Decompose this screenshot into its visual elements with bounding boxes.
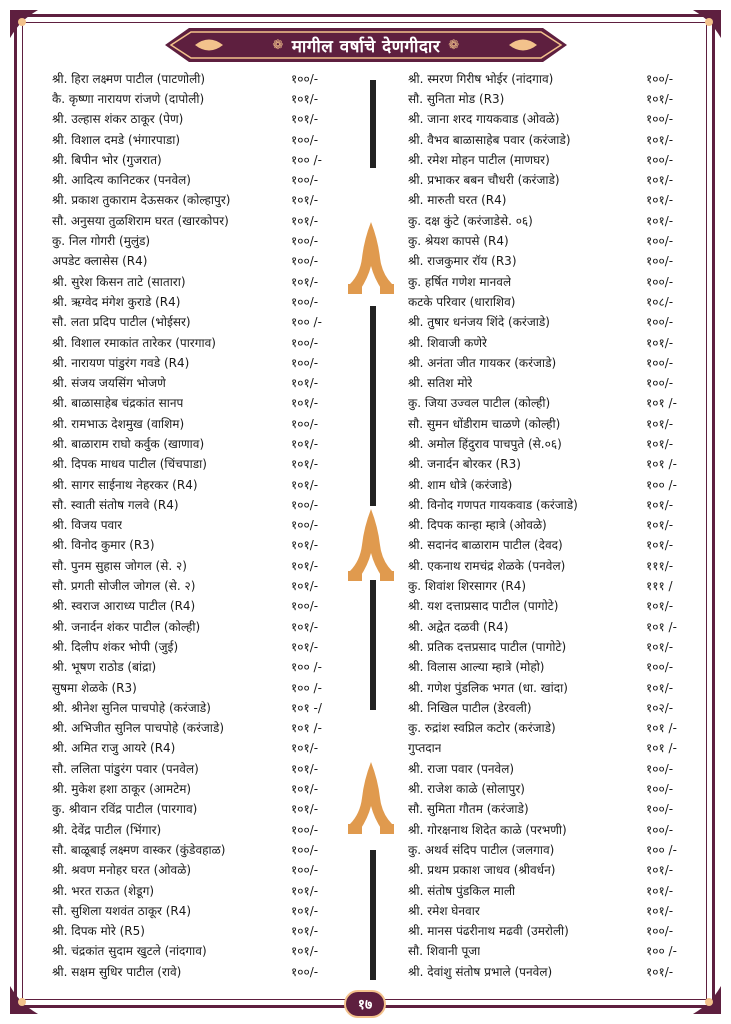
donation-amount: १००/- xyxy=(646,234,674,249)
donor-row xyxy=(52,230,352,250)
donor-row xyxy=(408,575,693,595)
donation-amount: १०१/- xyxy=(646,213,674,228)
donor-name: सौ. स्वाती संतोष गलवे (R4) xyxy=(52,497,179,512)
donor-name: सौ. सुमन धोंडीराम चाळणे (कोल्ही) xyxy=(408,416,561,431)
donor-name: श्री. निखिल पाटील (डेरवली) xyxy=(408,700,532,715)
flower-icon: ❁ xyxy=(272,37,284,53)
donation-amount: १००/- xyxy=(291,254,319,269)
donor-name: सौ. सुनिता मोड (R3) xyxy=(408,91,505,106)
donation-amount: १००/- xyxy=(646,315,674,330)
donation-amount: १०० /- xyxy=(646,842,677,857)
donation-amount: १०१/- xyxy=(646,436,674,451)
donor-name: श्री. श्रवण मनोहर घरत (ओवळे) xyxy=(52,863,192,878)
donor-row xyxy=(52,758,352,778)
donor-row xyxy=(52,271,352,291)
donor-row xyxy=(52,657,352,677)
donor-row xyxy=(408,474,693,494)
donor-row xyxy=(52,839,352,859)
donation-amount: १००/- xyxy=(646,802,674,817)
folded-hands-icon xyxy=(342,505,400,585)
donor-name: श्री. सुरेश किसन ताटे (सातारा) xyxy=(52,274,186,289)
donor-name: सुषमा शेळके (R3) xyxy=(52,680,137,695)
donor-name: श्री. अभिजीत सुनिल पाचपोहे (करंजाडे) xyxy=(52,721,225,736)
donor-name: श्री. विशाल दमडे (भंगारपाडा) xyxy=(52,132,181,147)
donor-name: श्री. शिवाजी कणेरे xyxy=(408,335,487,350)
donation-amount: १०१/- xyxy=(291,112,319,127)
donor-row xyxy=(408,251,693,271)
donor-row xyxy=(52,616,352,636)
donor-name: श्री. विनोद कुमार (R3) xyxy=(52,538,155,553)
donor-name: श्री. ऋग्वेद मंगेश कुराडे (R4) xyxy=(52,294,181,309)
donation-amount: १०१/- xyxy=(291,477,319,492)
donor-name: श्री. अमित राजु आयरे (R4) xyxy=(52,741,176,756)
donor-name: सौ. लता प्रदिप पाटील (भोईसर) xyxy=(52,315,191,330)
donor-row xyxy=(52,169,352,189)
donor-name: श्री. रमेश मोहन पाटील (माणघर) xyxy=(408,152,550,167)
donation-amount: १०१/- xyxy=(646,639,674,654)
donation-amount: १११ / xyxy=(646,579,673,594)
donation-amount: १००/- xyxy=(291,416,319,431)
donor-name: कु. शिवांश शिरसागर (R4) xyxy=(408,579,527,594)
donor-name: सौ. ललिता पांडुरंग पवार (पनवेल) xyxy=(52,761,199,776)
donor-row xyxy=(408,291,693,311)
donation-amount: १००/- xyxy=(646,71,674,86)
donor-row xyxy=(52,149,352,169)
donation-amount: १००/- xyxy=(291,355,319,370)
donor-name: सौ. बाळूबाई लक्ष्मण वास्कर (कुंडेवहाळ) xyxy=(52,842,226,857)
donor-name: श्री. जनार्दन शंकर पाटील (कोल्ही) xyxy=(52,619,201,634)
donor-row xyxy=(52,555,352,575)
donor-name: कु. अथर्व संदिप पाटील (जलगाव) xyxy=(408,842,555,857)
donation-amount: १००/- xyxy=(291,599,319,614)
donor-name: श्री. अनंता जीत गायकर (करंजाडे) xyxy=(408,355,557,370)
donor-name: कु. रुद्रांश स्वप्निल कटोर (करंजाडे) xyxy=(408,721,556,736)
donor-name: श्री. प्रकाश तुकाराम देऊसकर (कोल्हापुर) xyxy=(52,193,231,208)
donation-amount: १०१/- xyxy=(646,883,674,898)
donor-name: श्री. सदानंद बाळाराम पाटील (देवद) xyxy=(408,538,563,553)
donation-amount: १०० /- xyxy=(646,477,677,492)
donation-amount: १०१/- xyxy=(291,457,319,472)
donor-row xyxy=(52,819,352,839)
page-title: मागील वर्षाचे देणगीदार xyxy=(291,36,441,57)
header-title-wrap xyxy=(165,26,567,64)
donation-amount: १०१/- xyxy=(646,132,674,147)
donation-amount: १०१/- xyxy=(291,619,319,634)
donation-amount: १०० /- xyxy=(646,944,677,959)
donor-row xyxy=(408,210,693,230)
donor-name: सौ. शिवानी पूजा xyxy=(408,944,481,959)
donation-amount: १०१/- xyxy=(291,558,319,573)
donation-amount: १०१/- xyxy=(646,538,674,553)
donor-row xyxy=(408,68,693,88)
donation-amount: १०१/- xyxy=(291,639,319,654)
donation-amount: १०० /- xyxy=(291,660,322,675)
donor-row xyxy=(408,312,693,332)
donor-name: श्री. विशाल रमाकांत तारेकर (पारगाव) xyxy=(52,335,216,350)
donor-name: सौ. अनुसया तुळशिराम घरत (खारकोपर) xyxy=(52,213,229,228)
donation-amount: १००/- xyxy=(646,782,674,797)
donor-row xyxy=(408,799,693,819)
donor-name: श्री. नारायण पांडुरंग गवडे (R4) xyxy=(52,355,190,370)
donor-row xyxy=(52,677,352,697)
corner-ornament-top-left xyxy=(8,8,54,54)
donor-row xyxy=(408,535,693,555)
donor-name: श्री. संजय जयसिंग भोजणे xyxy=(52,376,166,391)
donation-amount: १०१/- xyxy=(291,741,319,756)
donation-amount: १००/- xyxy=(646,924,674,939)
donor-name: श्री. मारुती घरत (R4) xyxy=(408,193,507,208)
donation-amount: १०१/- xyxy=(291,944,319,959)
donor-row xyxy=(408,149,693,169)
donation-amount: १००/- xyxy=(291,234,319,249)
donor-name: अपडेट क्लासेस (R4) xyxy=(52,254,148,269)
donor-name: श्री. चंद्रकांत सुदाम खुटले (नांदगाव) xyxy=(52,944,207,959)
donor-name: श्री. रमेश घेनवार xyxy=(408,903,480,918)
donor-name: श्री. श्रीनेश सुनिल पाचपोहे (करंजाडे) xyxy=(52,700,211,715)
donor-name: श्री. जनार्दन बोरकर (R3) xyxy=(408,457,521,472)
donation-amount: १०२/- xyxy=(646,700,674,715)
donor-row xyxy=(52,799,352,819)
donor-name: श्री. देवांशु संतोष प्रभाले (पनवेल) xyxy=(408,964,553,979)
donor-row xyxy=(408,88,693,108)
donor-name: श्री. प्रभाकर बबन चौधरी (करंजाडे) xyxy=(408,173,560,188)
donor-row xyxy=(408,596,693,616)
donor-name: श्री. रामभाऊ देशमुख (वाशिम) xyxy=(52,416,185,431)
donor-name: श्री. जाना शरद गायकवाड (ओवळे) xyxy=(408,112,560,127)
donor-name: श्री. दिलीप शंकर भोपी (जुई) xyxy=(52,639,179,654)
donor-name: श्री. राजा पवार (पनवेल) xyxy=(408,761,515,776)
donor-row xyxy=(408,738,693,758)
donation-amount: १००/- xyxy=(646,274,674,289)
donor-row xyxy=(52,920,352,940)
divider-segment xyxy=(370,80,376,168)
donor-row xyxy=(52,413,352,433)
donor-row xyxy=(408,778,693,798)
donor-name: श्री. स्वराज आराध्य पाटील (R4) xyxy=(52,599,196,614)
donation-amount: १००/- xyxy=(646,355,674,370)
donor-name: कु. जिया उज्वल पाटील (कोल्ही) xyxy=(408,396,551,411)
donation-amount: १०० /- xyxy=(291,680,322,695)
donor-name: श्री. उल्हास शंकर ठाकूर (पेण) xyxy=(52,112,184,127)
donor-row xyxy=(52,596,352,616)
donor-row xyxy=(52,474,352,494)
donor-row xyxy=(408,961,693,981)
donor-row xyxy=(52,393,352,413)
donor-name: श्री. शाम धोत्रे (करंजाडे) xyxy=(408,477,513,492)
donation-amount: १०१/- xyxy=(646,964,674,979)
donation-amount: १००/- xyxy=(646,761,674,776)
donor-name: श्री. भरत राऊत (शेडूग) xyxy=(52,883,155,898)
donor-row xyxy=(408,230,693,250)
donor-row xyxy=(52,372,352,392)
corner-ornament-top-right xyxy=(677,8,723,54)
donation-amount: १०१/- xyxy=(291,579,319,594)
donation-amount: १०१/- xyxy=(291,538,319,553)
donation-amount: १०१ /- xyxy=(646,396,677,411)
donor-row xyxy=(52,697,352,717)
donation-amount: १०१/- xyxy=(291,761,319,776)
donation-amount: १००/- xyxy=(291,518,319,533)
donor-row xyxy=(408,941,693,961)
donor-row xyxy=(52,575,352,595)
donor-name: श्री. आदित्य कानिटकर (पनवेल) xyxy=(52,173,191,188)
donation-amount: १०१/- xyxy=(291,903,319,918)
donor-name: कु. निल गोगरी (मुलुंड) xyxy=(52,234,151,249)
donation-amount: १००/- xyxy=(291,335,319,350)
donor-name: श्री. यश दत्ताप्रसाद पाटील (पागोटे) xyxy=(408,599,559,614)
donor-name: श्री. दिपक मोरे (R5) xyxy=(52,924,145,939)
donor-name: कटके परिवार (धाराशिव) xyxy=(408,294,516,309)
donor-row xyxy=(52,210,352,230)
donation-amount: १००/- xyxy=(646,376,674,391)
donation-amount: १००/- xyxy=(291,173,319,188)
donor-row xyxy=(52,352,352,372)
donation-amount: १०१ /- xyxy=(646,457,677,472)
donor-name: श्री. प्रथम प्रकाश जाधव (श्रीवर्धन) xyxy=(408,863,556,878)
donor-name: श्री. राजकुमार रॉय (R3) xyxy=(408,254,517,269)
donor-name: श्री. मानस पंढरीनाथ मढवी (उमरोली) xyxy=(408,924,569,939)
divider-segment xyxy=(370,850,376,980)
donor-row xyxy=(52,860,352,880)
donation-amount: १०१/- xyxy=(291,782,319,797)
donor-row xyxy=(52,778,352,798)
donor-row xyxy=(52,190,352,210)
donor-row xyxy=(408,718,693,738)
donation-amount: १०८/- xyxy=(646,294,674,309)
donor-row xyxy=(408,332,693,352)
donation-amount: १००/- xyxy=(291,822,319,837)
donation-amount: १०१/- xyxy=(646,680,674,695)
donor-row xyxy=(408,920,693,940)
donor-name: श्री. विजय पवार xyxy=(52,518,123,533)
donation-amount: १००/- xyxy=(291,132,319,147)
donation-amount: १०१ /- xyxy=(646,741,677,756)
donor-name: श्री. सतिश मोरे xyxy=(408,376,473,391)
donor-name: श्री. सक्षम सुधिर पाटील (रावे) xyxy=(52,964,182,979)
donation-amount: १०० /- xyxy=(291,315,322,330)
donor-row xyxy=(408,352,693,372)
donation-amount: १०१/- xyxy=(291,213,319,228)
donor-name: श्री. हिरा लक्ष्मण पाटील (पाटणोली) xyxy=(52,71,206,86)
donation-amount: १००/- xyxy=(291,863,319,878)
donation-amount: १०१/- xyxy=(646,335,674,350)
donor-row xyxy=(408,129,693,149)
donor-name: श्री. वैभव बाळासाहेब पवार (करंजाडे) xyxy=(408,132,571,147)
donor-name: श्री. देवेंद्र पाटील (भिंगार) xyxy=(52,822,162,837)
donor-row xyxy=(408,657,693,677)
donor-name: श्री. मुकेश हशा ठाकूर (आमटेम) xyxy=(52,782,192,797)
donation-amount: १०१ /- xyxy=(646,721,677,736)
donation-amount: १००/- xyxy=(646,660,674,675)
donor-row xyxy=(52,900,352,920)
donor-row xyxy=(408,697,693,717)
donor-row xyxy=(52,738,352,758)
donor-name: श्री. विलास आल्या म्हात्रे (मोहो) xyxy=(408,660,545,675)
donation-amount: १०१/- xyxy=(646,903,674,918)
donation-amount: १०१/- xyxy=(291,802,319,817)
donor-row xyxy=(408,819,693,839)
donor-row xyxy=(408,109,693,129)
donation-amount: १०१/- xyxy=(291,924,319,939)
donor-name: कु. हर्षित गणेश मानवले xyxy=(408,274,512,289)
donor-row xyxy=(408,271,693,291)
donation-amount: १००/- xyxy=(646,152,674,167)
donor-name: श्री. प्रतिक दत्तप्रसाद पाटील (पागोटे) xyxy=(408,639,567,654)
donor-name: श्री. गणेश पुंडलिक भगत (धा. खांदा) xyxy=(408,680,568,695)
folded-hands-icon xyxy=(342,758,400,838)
donor-list-right xyxy=(408,68,693,981)
donor-row xyxy=(408,677,693,697)
donor-name: कु. श्रीवान रविंद्र पाटील (पारगाव) xyxy=(52,802,198,817)
donor-row xyxy=(52,961,352,981)
donation-amount: १००/- xyxy=(291,497,319,512)
donor-name: श्री. भूषण राठोड (बांद्रा) xyxy=(52,660,157,675)
corner-ornament-bottom-left xyxy=(8,970,54,1016)
donor-row xyxy=(408,494,693,514)
donation-amount: १०० /- xyxy=(291,152,322,167)
donation-amount: १०१/- xyxy=(646,193,674,208)
donor-row xyxy=(408,190,693,210)
donation-amount: १००/- xyxy=(291,842,319,857)
donor-name: सौ. प्रगती सोजील जोगल (से. २) xyxy=(52,579,196,594)
donation-amount: १०१ -/ xyxy=(291,700,322,715)
donor-row xyxy=(408,616,693,636)
donor-row xyxy=(408,880,693,900)
donation-amount: १०१/- xyxy=(291,883,319,898)
donor-name: श्री. राजेश काळे (सोलापुर) xyxy=(408,782,525,797)
donation-amount: १०१/- xyxy=(291,376,319,391)
donor-name: कु. दक्ष कुंटे (करंजाडेसे. ०६) xyxy=(408,213,533,228)
donor-row xyxy=(52,332,352,352)
donor-row xyxy=(52,880,352,900)
donation-amount: १०१/- xyxy=(646,416,674,431)
donor-row xyxy=(52,535,352,555)
donation-amount: १०१/- xyxy=(646,173,674,188)
donor-row xyxy=(52,88,352,108)
donor-name: श्री. अमोल हिंदुराव पाचपुते (से.०६) xyxy=(408,436,562,451)
donor-row xyxy=(52,251,352,271)
donor-name: श्री. संतोष पुंडकिल माली xyxy=(408,883,516,898)
donor-row xyxy=(52,515,352,535)
donor-row xyxy=(52,68,352,88)
divider-segment xyxy=(370,306,376,506)
donor-name: श्री. दिपक माधव पाटील (चिंचपाडा) xyxy=(52,457,207,472)
donation-amount: १०१/- xyxy=(646,497,674,512)
donor-row xyxy=(52,718,352,738)
page-number: १७ xyxy=(344,990,386,1018)
donor-row xyxy=(52,433,352,453)
donor-row xyxy=(52,454,352,474)
donor-name: श्री. बाळासाहेब चंद्रकांत सानप xyxy=(52,396,184,411)
donation-amount: १०१/- xyxy=(291,193,319,208)
donation-amount: १००/- xyxy=(291,964,319,979)
donor-row xyxy=(408,393,693,413)
donor-name: कु. श्रेयश कापसे (R4) xyxy=(408,234,509,249)
donor-name: श्री. विनोद गणपत गायकवाड (करंजाडे) xyxy=(408,497,578,512)
flower-icon: ❁ xyxy=(448,37,460,53)
donor-name: श्री. सागर साईनाथ नेहरकर (R4) xyxy=(52,477,198,492)
donation-amount: १०१/- xyxy=(291,436,319,451)
donor-row xyxy=(408,636,693,656)
divider-segment xyxy=(370,580,376,710)
donor-row xyxy=(52,129,352,149)
folded-hands-icon xyxy=(342,218,400,298)
donor-row xyxy=(408,839,693,859)
donor-name: श्री. बिपीन भोर (गुजरात) xyxy=(52,152,162,167)
donor-row xyxy=(408,413,693,433)
donor-name: श्री. स्मरण गिरीष भोईर (नांदगाव) xyxy=(408,71,554,86)
donor-row xyxy=(408,515,693,535)
donor-row xyxy=(408,860,693,880)
donation-amount: १०१/- xyxy=(291,91,319,106)
donor-name: गुप्तदान xyxy=(408,741,442,756)
donation-amount: १०१/- xyxy=(646,863,674,878)
donation-amount: १०१/- xyxy=(291,274,319,289)
donor-row xyxy=(408,372,693,392)
donor-name: सौ. पुनम सुहास जोगल (से. २) xyxy=(52,558,187,573)
donation-amount: १११/- xyxy=(646,558,674,573)
donor-row xyxy=(52,291,352,311)
donation-amount: १०१ /- xyxy=(291,721,322,736)
donor-name: सौ. सुमिता गौतम (करंजाडे) xyxy=(408,802,529,817)
donor-name: श्री. अद्वेत दळवी (R4) xyxy=(408,619,509,634)
donor-row xyxy=(408,758,693,778)
donation-amount: १००/- xyxy=(291,294,319,309)
donor-row xyxy=(408,900,693,920)
donation-amount: १०१/- xyxy=(646,599,674,614)
donor-row xyxy=(408,555,693,575)
donor-row xyxy=(408,454,693,474)
donation-amount: १००/- xyxy=(291,71,319,86)
donor-row xyxy=(408,433,693,453)
donor-row xyxy=(408,169,693,189)
donation-amount: १००/- xyxy=(646,254,674,269)
donor-name: श्री. तुषार धनंजय शिंदे (करंजाडे) xyxy=(408,315,550,330)
donor-name: सौ. सुशिला यशवंत ठाकूर (R4) xyxy=(52,903,192,918)
donor-row xyxy=(52,941,352,961)
donor-row xyxy=(52,494,352,514)
donor-name: कै. कृष्णा नारायण रांजणे (दापोली) xyxy=(52,91,205,106)
donation-amount: १०१/- xyxy=(291,396,319,411)
donor-row xyxy=(52,636,352,656)
donation-amount: १०१/- xyxy=(646,91,674,106)
donor-name: श्री. दिपक कान्हा म्हात्रे (ओवळे) xyxy=(408,518,547,533)
donation-amount: १००/- xyxy=(646,112,674,127)
donor-name: श्री. एकनाथ रामचंद्र शेळके (पनवेल) xyxy=(408,558,566,573)
donor-row xyxy=(52,312,352,332)
donation-amount: १००/- xyxy=(646,822,674,837)
donor-row xyxy=(52,109,352,129)
donation-amount: १०१/- xyxy=(646,518,674,533)
donor-name: श्री. गोरक्षनाथ शिदेत काळे (परभणी) xyxy=(408,822,567,837)
donor-name: श्री. बाळाराम राघो कर्वुक (खाणाव) xyxy=(52,436,205,451)
donation-amount: १०१ /- xyxy=(646,619,677,634)
donor-list-left xyxy=(52,68,352,981)
